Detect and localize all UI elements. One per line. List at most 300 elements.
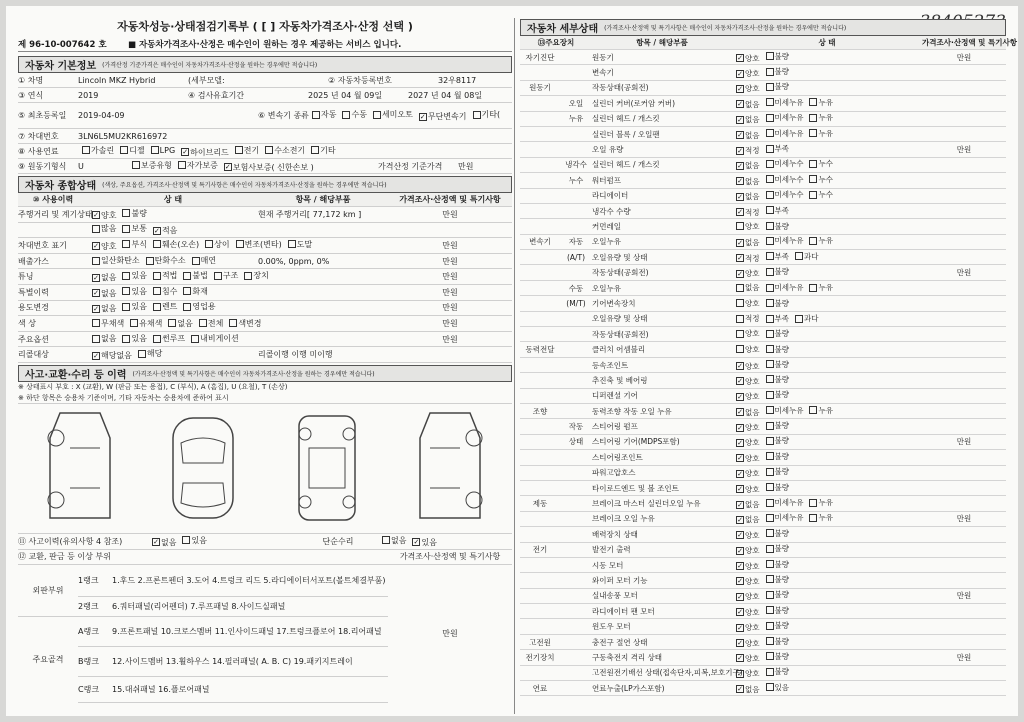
detail-state — [732, 389, 922, 402]
detail-state-option — [762, 651, 790, 662]
checkbox-icon[interactable] — [736, 270, 744, 278]
checkbox-icon[interactable] — [766, 483, 774, 491]
overall-state — [88, 286, 258, 299]
checkbox-icon[interactable] — [736, 593, 744, 601]
rank-price: 만원 — [442, 629, 458, 639]
overall-item-name: 튜닝 — [18, 272, 34, 282]
fuel-option — [78, 145, 114, 156]
detail-row — [520, 558, 1006, 573]
overall-state — [88, 239, 313, 252]
overall-state-option-label: 훼손(오손) — [161, 239, 200, 249]
checkbox-icon[interactable] — [736, 377, 744, 385]
checkbox-icon[interactable] — [153, 272, 161, 280]
rankB-row — [78, 647, 388, 677]
detail-state-option-label: 양호 — [745, 546, 760, 556]
detail-item: 타이로드엔드 및 볼 조인트 — [592, 483, 679, 493]
checkbox-icon[interactable] — [736, 100, 744, 108]
detail-row — [520, 296, 1006, 311]
detail-state-option — [762, 389, 790, 400]
checkbox-icon[interactable] — [736, 131, 744, 139]
checkbox-icon[interactable] — [766, 237, 774, 245]
detail-state-option-label: 불량 — [774, 482, 789, 492]
detail-state-option — [805, 174, 833, 185]
checkbox-icon[interactable] — [736, 393, 744, 401]
checkbox-icon[interactable] — [419, 113, 427, 121]
checkbox-icon[interactable] — [736, 485, 744, 493]
checkbox-icon[interactable] — [736, 685, 744, 693]
checkbox-icon[interactable] — [373, 111, 381, 119]
checkbox-icon[interactable] — [736, 408, 744, 416]
checkbox-icon[interactable] — [809, 114, 817, 122]
basic-row — [18, 144, 512, 159]
detail-state-option-label: 양호 — [745, 669, 760, 679]
checkbox-icon[interactable] — [92, 225, 100, 233]
checkbox-icon[interactable] — [766, 422, 774, 430]
detail-item: 오일 유량 — [592, 145, 624, 155]
checkbox-icon[interactable] — [736, 222, 744, 230]
basic-info-table — [18, 73, 512, 174]
checkbox-icon[interactable] — [809, 98, 817, 106]
checkbox-icon[interactable] — [736, 345, 744, 353]
detail-state-option-label: 양호 — [745, 361, 760, 371]
overall-state-option — [88, 255, 140, 266]
checkbox-icon[interactable] — [153, 335, 161, 343]
checkbox-icon[interactable] — [736, 624, 744, 632]
checkbox-icon[interactable] — [766, 98, 774, 106]
detail-row — [520, 466, 1006, 481]
checkbox-icon[interactable] — [766, 514, 774, 522]
detail-state-option — [762, 97, 804, 108]
overall-state-option — [88, 350, 132, 361]
detail-state-option — [732, 622, 760, 633]
checkbox-icon[interactable] — [736, 670, 744, 678]
detail-state-option-label: 미세누유 — [774, 113, 804, 123]
checkbox-icon[interactable] — [766, 68, 774, 76]
detail-row — [520, 142, 1006, 157]
checkbox-icon[interactable] — [265, 146, 273, 154]
checkbox-icon[interactable] — [809, 175, 817, 183]
checkbox-icon[interactable] — [809, 237, 817, 245]
overall-state-option-label: 일산화탄소 — [101, 256, 140, 266]
checkbox-icon[interactable] — [766, 668, 774, 676]
warranty-option — [220, 162, 314, 173]
detail-state — [732, 221, 922, 233]
detail-state-option-label: 없음 — [745, 500, 760, 510]
checkbox-icon[interactable] — [235, 146, 243, 154]
checkbox-icon[interactable] — [809, 406, 817, 414]
detail-state-option-label: 없음 — [745, 283, 760, 293]
fuel-option-label: 수소전기 — [274, 145, 306, 155]
overall-row — [18, 223, 512, 239]
checkbox-icon[interactable] — [412, 538, 420, 546]
fuel-option — [261, 145, 305, 156]
detail-state-option — [762, 66, 790, 77]
checkbox-icon[interactable] — [766, 560, 774, 568]
detail-state-option — [762, 497, 804, 508]
checkbox-icon[interactable] — [766, 529, 774, 537]
basic-heading-note: (가격산정 기준가격은 매수인이 자동차가격조사·산정을 원하는 경우에만 적습니다) — [102, 62, 318, 69]
checkbox-icon[interactable] — [92, 257, 100, 265]
detail-state-option — [762, 81, 790, 92]
checkbox-icon[interactable] — [151, 146, 159, 154]
checkbox-icon[interactable] — [736, 362, 744, 370]
checkbox-icon[interactable] — [795, 315, 803, 323]
detail-subcategory: 자동 — [568, 237, 584, 247]
detail-row — [520, 435, 1006, 450]
checkbox-icon[interactable] — [192, 257, 200, 265]
checkbox-icon[interactable] — [766, 252, 774, 260]
detail-price: 만원 — [956, 145, 972, 155]
checkbox-icon[interactable] — [766, 284, 774, 292]
vin-label: ⑦ 차대번호 — [18, 131, 59, 141]
checkbox-icon[interactable] — [766, 606, 774, 614]
detail-state-option-label: 양호 — [745, 344, 760, 354]
checkbox-icon[interactable] — [766, 268, 774, 276]
detail-state-option-label: 불량 — [774, 267, 789, 277]
checkbox-icon[interactable] — [736, 116, 744, 124]
car-name-label: ① 차명 — [18, 75, 44, 85]
checkbox-icon[interactable] — [132, 161, 140, 169]
detail-state-option-label: 양호 — [745, 623, 760, 633]
detail-state-option — [732, 591, 760, 602]
checkbox-icon[interactable] — [191, 335, 199, 343]
detail-state-option-label: 양호 — [745, 530, 760, 540]
checkbox-icon[interactable] — [736, 470, 744, 478]
checkbox-icon[interactable] — [181, 148, 189, 156]
checkbox-icon[interactable] — [244, 272, 252, 280]
detail-row — [520, 127, 1006, 142]
detail-state-option-label: 누유 — [818, 405, 833, 415]
rank2-label: 2랭크 — [78, 601, 99, 611]
detail-state-option-label: 누유 — [818, 283, 833, 293]
trans-option — [369, 109, 413, 120]
overall-state-option — [118, 208, 146, 219]
overall-heading-note: (색상, 주요옵션, 가격조사·산정액 및 특기사항은 매수인이 자동차가격조사·산정을 원하는 경우에만 적습니다) — [102, 182, 387, 189]
checkbox-icon[interactable] — [736, 162, 744, 170]
checkbox-icon[interactable] — [736, 193, 744, 201]
checkbox-icon[interactable] — [736, 85, 744, 93]
accident-heading-text: 사고·교환·수리 등 이력 — [25, 369, 127, 381]
overall-detail: 0.00%, 0ppm, 0% — [258, 256, 330, 266]
detail-state-option-label: 부족 — [774, 251, 789, 261]
overall-price: 만원 — [442, 272, 458, 282]
checkbox-icon[interactable] — [122, 209, 130, 217]
trans-label: ⑥ 변속기 종류 — [258, 111, 309, 120]
checkbox-icon[interactable] — [766, 499, 774, 507]
checkbox-icon[interactable] — [736, 454, 744, 462]
detail-subcategory: 냉각수 — [565, 160, 587, 170]
detail-item: 워터펌프 — [592, 175, 621, 185]
checkbox-icon[interactable] — [122, 335, 130, 343]
checkbox-icon[interactable] — [736, 299, 744, 307]
detail-state-option — [732, 130, 760, 141]
checkbox-icon[interactable] — [809, 514, 817, 522]
rank2-row — [78, 597, 388, 617]
checkbox-icon[interactable] — [736, 70, 744, 78]
checkbox-icon[interactable] — [736, 439, 744, 447]
checkbox-icon[interactable] — [809, 129, 817, 137]
rank1-label: 1랭크 — [78, 575, 99, 585]
checkbox-icon[interactable] — [766, 345, 774, 353]
checkbox-icon[interactable] — [92, 211, 100, 219]
checkbox-icon[interactable] — [766, 683, 774, 691]
year-label: ③ 연식 — [18, 90, 44, 100]
checkbox-icon[interactable] — [120, 146, 128, 154]
checkbox-icon[interactable] — [92, 242, 100, 250]
detail-model-label: (세부모델: — [188, 75, 225, 85]
checkbox-icon[interactable] — [766, 330, 774, 338]
service-note: ■ 자동차가격조사·산정은 매수인이 원하는 경우 제공하는 서비스 입니다. — [128, 39, 402, 50]
detail-item: 원동기 — [592, 52, 614, 62]
checkbox-icon[interactable] — [122, 287, 130, 295]
checkbox-icon[interactable] — [736, 516, 744, 524]
checkbox-icon[interactable] — [766, 114, 774, 122]
detail-state-option — [805, 158, 833, 169]
overall-state-option-label: 무채색 — [101, 318, 125, 328]
checkbox-icon[interactable] — [92, 289, 100, 297]
detail-subcategory: 누유 — [568, 114, 584, 124]
checkbox-icon[interactable] — [766, 652, 774, 660]
detail-state — [732, 620, 922, 633]
checkbox-icon[interactable] — [182, 536, 190, 544]
detail-row — [520, 112, 1006, 127]
checkbox-icon[interactable] — [766, 206, 774, 214]
checkbox-icon[interactable] — [138, 350, 146, 358]
checkbox-icon[interactable] — [736, 547, 744, 555]
detail-item: 스티어링조인트 — [592, 452, 643, 462]
checkbox-icon[interactable] — [766, 52, 774, 60]
detail-state — [732, 420, 922, 433]
checkbox-icon[interactable] — [122, 272, 130, 280]
checkbox-icon[interactable] — [766, 575, 774, 583]
overall-state-option — [164, 318, 192, 329]
checkbox-icon[interactable] — [736, 424, 744, 432]
checkbox-icon[interactable] — [766, 315, 774, 323]
detail-state-option — [762, 328, 790, 339]
basic-info-heading — [18, 56, 512, 73]
detail-item: 작동상태(공회전) — [592, 329, 649, 339]
checkbox-icon[interactable] — [312, 111, 320, 119]
checkbox-icon[interactable] — [178, 161, 186, 169]
checkbox-icon[interactable] — [766, 222, 774, 230]
checkbox-icon[interactable] — [92, 319, 100, 327]
detail-state — [732, 605, 922, 618]
checkbox-icon[interactable] — [766, 145, 774, 153]
detail-state-option-label: 양호 — [745, 592, 760, 602]
detail-price: 만원 — [956, 268, 972, 278]
detail-category: 조향 — [532, 406, 548, 416]
overall-col-item: ⑩ 사용이력 — [32, 195, 74, 204]
rankB-parts: 12.사이드멤버 13.휠하우스 14.필러패널( A. B. C) 19.패키지트레이 — [112, 656, 353, 666]
detail-state-option — [762, 666, 790, 677]
checkbox-icon[interactable] — [199, 319, 207, 327]
checkbox-icon[interactable] — [382, 536, 390, 544]
checkbox-icon[interactable] — [122, 303, 130, 311]
checkbox-icon[interactable] — [736, 330, 744, 338]
overall-state-option — [88, 210, 116, 221]
detail-state-option — [732, 344, 760, 355]
detail-state-option — [762, 221, 790, 232]
checkbox-icon[interactable] — [809, 284, 817, 292]
checkbox-icon[interactable] — [146, 257, 154, 265]
overall-state-option — [179, 286, 207, 297]
detail-state — [732, 374, 922, 387]
checkbox-icon[interactable] — [736, 501, 744, 509]
detail-state — [732, 435, 922, 448]
detail-item: 고전원전기배선 상태(접속단자,피복,보호기구) — [592, 668, 743, 678]
detail-state-option-label: 양호 — [745, 69, 760, 79]
detail-state-option-label: 없음 — [745, 238, 760, 248]
detail-state-option-label: 양호 — [745, 438, 760, 448]
history-option — [178, 535, 206, 546]
checkbox-icon[interactable] — [183, 303, 191, 311]
checkbox-icon[interactable] — [795, 252, 803, 260]
detail-item: 배력장치 상태 — [592, 529, 638, 539]
overall-price: 만원 — [442, 287, 458, 297]
accident-history-row — [18, 534, 512, 550]
checkbox-icon[interactable] — [736, 284, 744, 292]
checkbox-icon[interactable] — [736, 239, 744, 247]
checkbox-icon[interactable] — [736, 562, 744, 570]
checkbox-icon[interactable] — [224, 163, 232, 171]
checkbox-icon[interactable] — [766, 452, 774, 460]
checkbox-icon[interactable] — [736, 315, 744, 323]
checkbox-icon[interactable] — [766, 191, 774, 199]
checkbox-icon[interactable] — [311, 146, 319, 154]
checkbox-icon[interactable] — [736, 577, 744, 585]
detail-state-option — [732, 530, 760, 541]
checkbox-icon[interactable] — [152, 538, 160, 546]
detail-row — [520, 189, 1006, 204]
detail-state — [732, 251, 922, 264]
detail-state-option-label: 불량 — [774, 467, 789, 477]
checkbox-icon[interactable] — [130, 319, 138, 327]
checkbox-icon[interactable] — [122, 225, 130, 233]
detail-state-option-label: 과다 — [804, 314, 819, 324]
detail-category: 전기장치 — [525, 652, 555, 662]
overall-item-name: 주행거리 및 계기상태 — [18, 209, 93, 219]
checkbox-icon[interactable] — [736, 639, 744, 647]
overall-state-option — [284, 239, 312, 250]
checkbox-icon[interactable] — [736, 147, 744, 155]
detail-state-option-label: 미세누유 — [774, 128, 804, 138]
checkbox-icon[interactable] — [736, 254, 744, 262]
checkbox-icon[interactable] — [205, 240, 213, 248]
detail-state-option — [762, 143, 790, 154]
checkbox-icon[interactable] — [153, 240, 161, 248]
checkbox-icon[interactable] — [766, 83, 774, 91]
checkbox-icon[interactable] — [473, 111, 481, 119]
overall-state-option-label: 부식 — [131, 239, 147, 249]
overall-state-option-label: 불량 — [131, 208, 147, 218]
checkbox-icon[interactable] — [766, 545, 774, 553]
detail-state-option — [732, 607, 760, 618]
detail-price: 만원 — [956, 652, 972, 662]
overall-state-option-label: 불법 — [192, 271, 208, 281]
checkbox-icon[interactable] — [766, 468, 774, 476]
checkbox-icon[interactable] — [183, 272, 191, 280]
checkbox-icon[interactable] — [342, 111, 350, 119]
detail-row — [520, 604, 1006, 619]
checkbox-icon[interactable] — [766, 406, 774, 414]
detail-state-option-label: 누유 — [818, 113, 833, 123]
form-title-row — [18, 16, 512, 36]
checkbox-icon[interactable] — [153, 227, 161, 235]
detail-item: 윈도우 모터 — [592, 622, 631, 632]
checkbox-icon[interactable] — [153, 303, 161, 311]
checkbox-icon[interactable] — [809, 160, 817, 168]
detail-item: 디퍼렌셜 기어 — [592, 391, 638, 401]
checkbox-icon[interactable] — [766, 637, 774, 645]
detail-row — [520, 619, 1006, 634]
overall-state-option — [88, 303, 116, 314]
checkbox-icon[interactable] — [153, 287, 161, 295]
detail-state-option-label: 양호 — [745, 376, 760, 386]
detail-state-option — [732, 145, 760, 156]
checkbox-icon[interactable] — [92, 335, 100, 343]
detail-state-option — [762, 359, 790, 370]
checkbox-icon[interactable] — [766, 129, 774, 137]
checkbox-icon[interactable] — [229, 319, 237, 327]
checkbox-icon[interactable] — [766, 375, 774, 383]
checkbox-icon[interactable] — [736, 177, 744, 185]
detail-state-option — [732, 221, 760, 232]
checkbox-icon[interactable] — [736, 54, 744, 62]
checkbox-icon[interactable] — [214, 272, 222, 280]
checkbox-icon[interactable] — [766, 591, 774, 599]
checkbox-icon[interactable] — [288, 240, 296, 248]
inspection-form — [6, 6, 1018, 716]
checkbox-icon[interactable] — [736, 608, 744, 616]
overall-state-option — [142, 255, 186, 266]
detail-state — [732, 112, 922, 125]
detail-item: 추진축 및 베어링 — [592, 375, 648, 385]
checkbox-icon[interactable] — [766, 175, 774, 183]
checkbox-icon[interactable] — [766, 299, 774, 307]
detail-state-option — [762, 344, 790, 355]
detail-state — [732, 128, 922, 141]
basic-row — [18, 159, 512, 174]
detail-state-option-label: 미세누유 — [774, 498, 804, 508]
checkbox-icon[interactable] — [122, 240, 130, 248]
checkbox-icon[interactable] — [92, 352, 100, 360]
basic-heading-text: 자동차 기본정보 — [25, 61, 97, 72]
overall-state-option — [88, 333, 116, 344]
detail-state-option — [762, 266, 790, 277]
checkbox-icon[interactable] — [736, 654, 744, 662]
checkbox-icon[interactable] — [236, 240, 244, 248]
checkbox-icon[interactable] — [766, 160, 774, 168]
checkbox-icon[interactable] — [92, 274, 100, 282]
checkbox-icon[interactable] — [736, 531, 744, 539]
overall-item-name: 특별이력 — [18, 287, 49, 297]
checkbox-icon[interactable] — [766, 437, 774, 445]
checkbox-icon[interactable] — [809, 499, 817, 507]
detail-category: 변속기 — [529, 237, 551, 247]
checkbox-icon[interactable] — [82, 146, 90, 154]
checkbox-icon[interactable] — [168, 319, 176, 327]
checkbox-icon[interactable] — [766, 360, 774, 368]
checkbox-icon[interactable] — [736, 208, 744, 216]
checkbox-icon[interactable] — [92, 305, 100, 313]
checkbox-icon[interactable] — [766, 622, 774, 630]
checkbox-icon[interactable] — [766, 391, 774, 399]
checkbox-icon[interactable] — [809, 191, 817, 199]
form-title: 자동차성능·상태점검기록부 ( [ ] 자동차가격조사·산정 선택 ) — [117, 20, 413, 33]
checkbox-icon[interactable] — [183, 287, 191, 295]
detail-state — [732, 158, 922, 171]
overall-state-option — [187, 333, 239, 344]
